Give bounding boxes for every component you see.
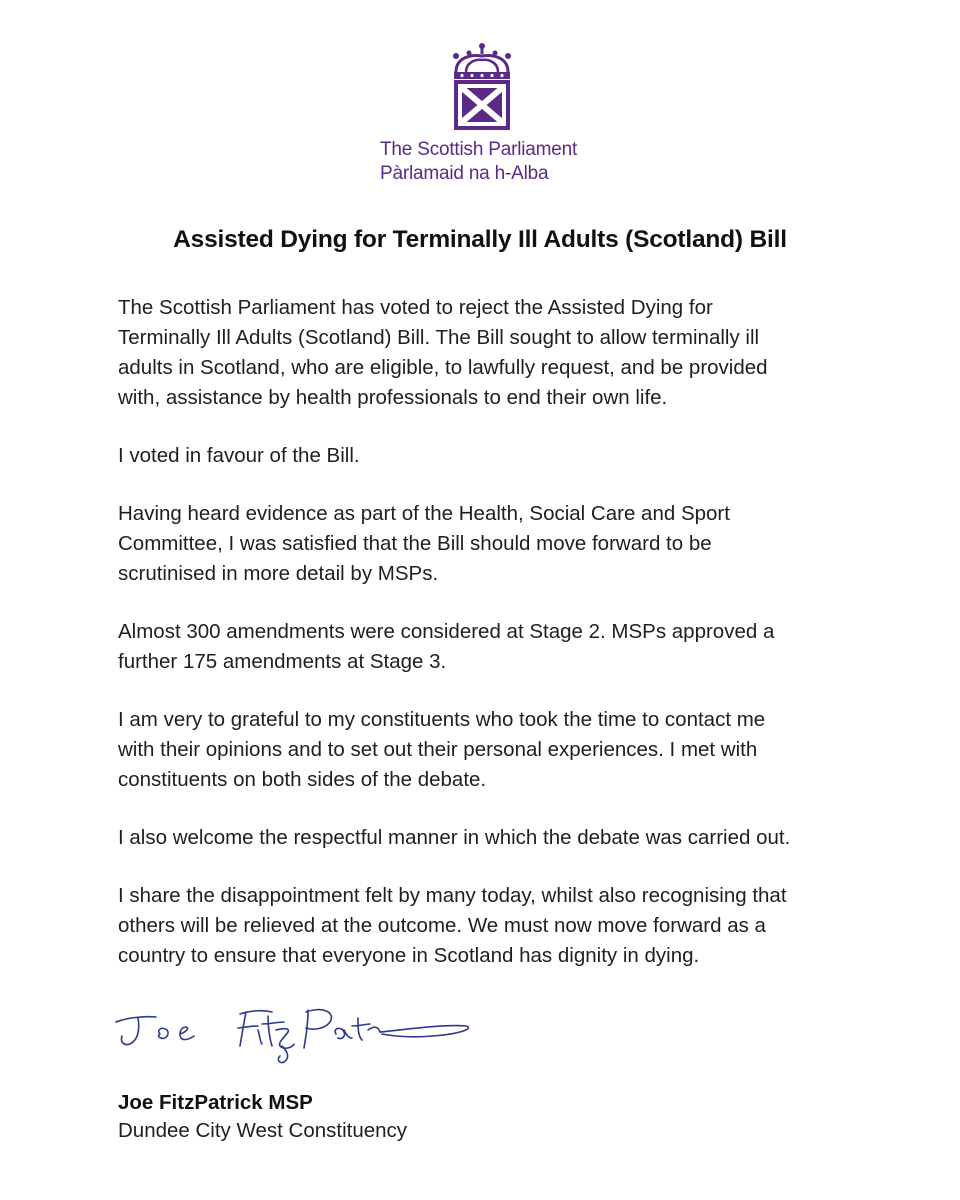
parliament-name-gaelic: Pàrlamaid na h-Alba: [380, 163, 549, 184]
paragraph-line: further 175 amendments at Stage 3.: [118, 650, 447, 673]
signer-name: Joe FitzPatrick MSP: [118, 1091, 313, 1114]
paragraph-line: constituents on both sides of the debate.: [118, 768, 487, 791]
paragraph-line: I also welcome the respectful manner in which the debate was carried out.: [118, 826, 791, 849]
paragraph: [118, 705, 858, 795]
paragraph-line: with their opinions and to set out their personal experiences. I met with: [118, 738, 758, 761]
paragraph-line: The Scottish Parliament has voted to reject the Assisted Dying for: [118, 296, 713, 319]
letter-body: [118, 293, 858, 999]
paragraph-line: others will be relieved at the outcome. We must now move forward as a: [118, 914, 766, 937]
paragraph-line: Terminally Ill Adults (Scotland) Bill. The Bill sought to allow terminally ill: [118, 326, 760, 349]
paragraph-line: I voted in favour of the Bill.: [118, 444, 360, 467]
paragraph-line: scrutinised in more detail by MSPs.: [118, 562, 439, 585]
parliament-name: [380, 138, 640, 186]
document-title: Assisted Dying for Terminally Ill Adults (Scotland) Bill: [173, 226, 787, 253]
signer-constituency: Dundee City West Constituency: [118, 1119, 408, 1142]
paragraph: [118, 823, 858, 853]
parliament-name-english: The Scottish Parliament: [380, 139, 578, 160]
paragraph: [118, 441, 858, 471]
paragraph-line: with, assistance by health professionals to end their own life.: [118, 386, 668, 409]
paragraph-line: country to ensure that everyone in Scotland has dignity in dying.: [118, 944, 700, 967]
paragraph: [118, 293, 858, 413]
paragraph: [118, 499, 858, 589]
scottish-parliament-crest-icon: [448, 42, 516, 130]
paragraph-line: adults in Scotland, who are eligible, to lawfully request, and be provided: [118, 356, 768, 379]
paragraph: [118, 881, 858, 971]
handwritten-signature: [112, 1000, 472, 1064]
paragraph: [118, 617, 858, 677]
paragraph-line: Almost 300 amendments were considered at Stage 2. MSPs approved a: [118, 620, 775, 643]
paragraph-line: I am very to grateful to my constituents who took the time to contact me: [118, 708, 766, 731]
paragraph-line: I share the disappointment felt by many today, whilst also recognising that: [118, 884, 787, 907]
paragraph-line: Having heard evidence as part of the Health, Social Care and Sport: [118, 502, 730, 525]
paragraph-line: Committee, I was satisfied that the Bill should move forward to be: [118, 532, 712, 555]
